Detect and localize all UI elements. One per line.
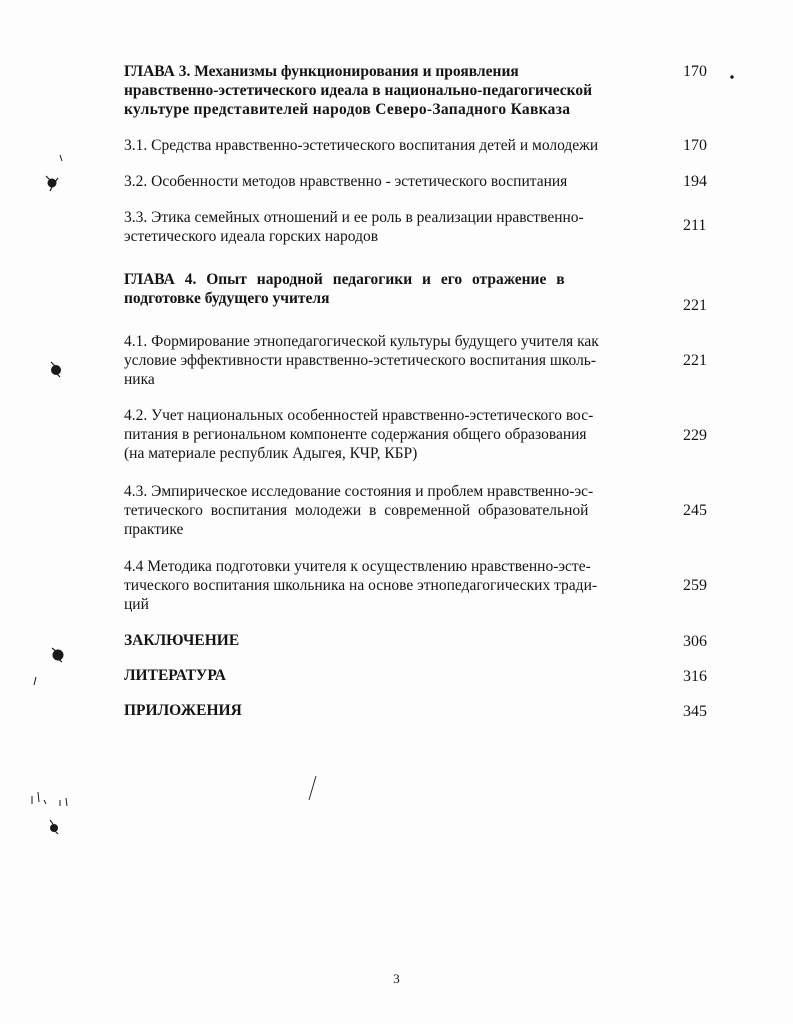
scan-speck	[32, 792, 67, 806]
conclusion-page-number: 306	[683, 633, 707, 650]
chapter-4-title-line-2: подготовке будущего учителя	[124, 290, 330, 307]
appendices-title: ПРИЛОЖЕНИЯ	[124, 702, 242, 719]
section-4-1-title-line-1: 4.1. Формирование этнопедагогической культуры будущего учителя как	[124, 333, 599, 350]
section-3-2-title: 3.2. Особенности методов нравственно - эстетического воспитания	[124, 173, 568, 190]
section-4-3-page-number: 245	[683, 502, 707, 519]
scan-speck	[731, 76, 733, 78]
section-3-3-title-line-2: эстетического идеала горских народов	[124, 228, 379, 245]
scan-speck	[48, 179, 56, 187]
section-4-4-title-line-1: 4.4 Методика подготовки учителя к осуществлению нравственно-эсте-	[124, 558, 591, 575]
chapter-4-page-number: 221	[683, 297, 707, 314]
section-3-2-page-number: 194	[683, 173, 707, 190]
scan-speck	[60, 155, 62, 161]
section-3-1-page-number: 170	[683, 137, 707, 154]
appendices-page-number: 345	[683, 703, 707, 720]
chapter-3-title-line-1: ГЛАВА 3. Механизмы функционирования и проявления	[124, 63, 519, 80]
chapter-3-title-line-2: нравственно-эстетического идеала в национально-педагогической	[124, 82, 593, 99]
scan-speck	[53, 650, 63, 660]
section-4-1-page-number: 221	[683, 352, 707, 369]
footer-page-number: 3	[393, 971, 400, 986]
conclusion-title: ЗАКЛЮЧЕНИЕ	[124, 632, 240, 649]
section-4-2-page-number: 229	[683, 427, 707, 444]
section-4-4-page-number: 259	[683, 577, 707, 594]
scan-speck	[309, 776, 316, 800]
literature-page-number: 316	[683, 668, 707, 685]
section-4-3-title-line-3: практике	[124, 521, 184, 538]
literature-title: ЛИТЕРАТУРА	[124, 667, 226, 684]
section-3-1-title: 3.1. Средства нравственно-эстетического воспитания детей и молодежи	[124, 137, 599, 154]
section-4-1-title-line-3: ника	[124, 371, 155, 388]
section-4-1-title-line-2: условие эффективности нравственно-эстетического воспитания школь-	[124, 352, 597, 369]
scan-speck	[52, 366, 61, 375]
section-4-2-title-line-2: питания в региональном компоненте содержания общего образования	[124, 426, 587, 443]
chapter-3-title-line-3: культуре представителей народов Северо-Западного Кавказа	[124, 101, 571, 118]
section-3-3-page-number: 211	[683, 217, 707, 234]
chapter-3-page-number: 170	[683, 63, 707, 80]
chapter-4-title-line-1: ГЛАВА 4. Опыт народной педагогики и его отражение в	[124, 271, 565, 288]
section-3-3-title-line-1: 3.3. Этика семейных отношений и ее роль в реализации нравственно-	[124, 209, 584, 226]
scan-speck	[51, 825, 58, 832]
section-4-3-title-line-1: 4.3. Эмпирическое исследование состояния и проблем нравственно-эс-	[124, 483, 594, 500]
scan-speck	[34, 677, 36, 685]
section-4-4-title-line-3: ций	[124, 596, 149, 613]
section-4-2-title-line-3: (на материале республик Адыгея, КЧР, КБР)	[124, 445, 418, 462]
section-4-2-title-line-1: 4.2. Учет национальных особенностей нравственно-эстетического вос-	[124, 407, 594, 424]
section-4-4-title-line-2: тического воспитания школьника на основе этнопедагогических тради-	[124, 577, 598, 594]
section-4-3-title-line-2: тетического воспитания молодежи в современной образовательной	[124, 502, 589, 519]
